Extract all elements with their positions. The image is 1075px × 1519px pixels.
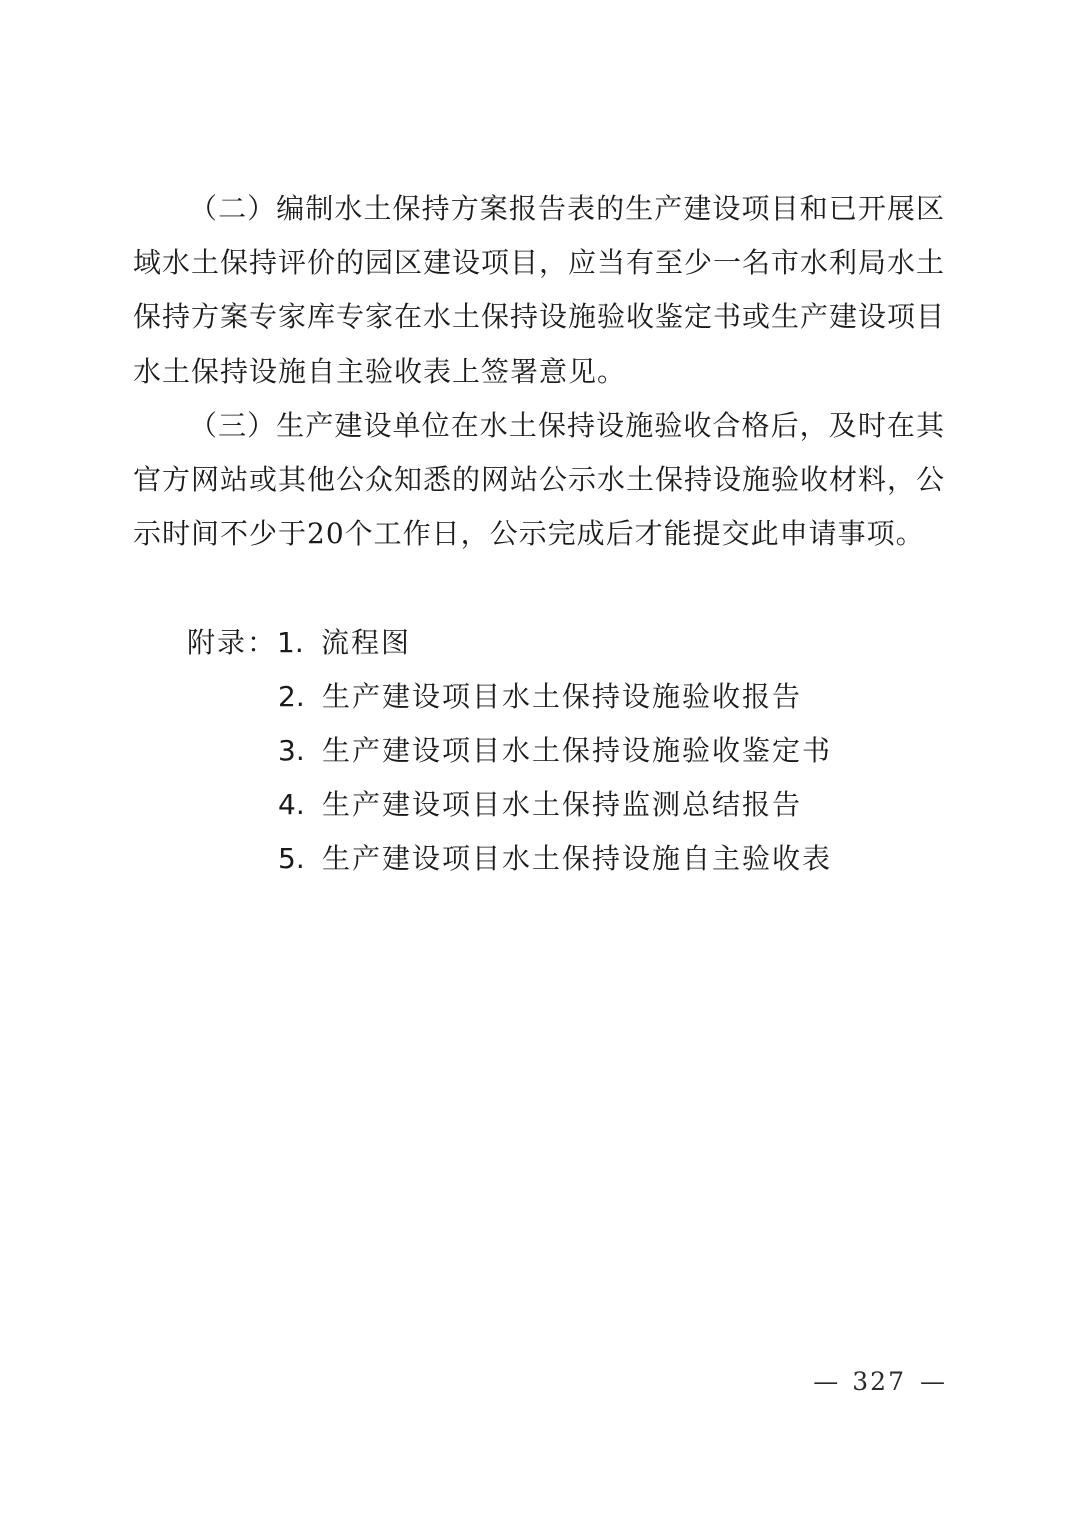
paragraph-clause-three xyxy=(133,399,945,562)
page-number-value: 327 xyxy=(852,1367,906,1396)
text-line: 域水土保持评价的园区建设项目，应当有至少一名市水利局水土 xyxy=(133,246,945,280)
appendix-item xyxy=(133,724,945,778)
appendix-item-title: 生产建设项目水土保持设施验收报告 xyxy=(322,679,803,713)
appendix-list xyxy=(133,616,945,887)
appendix-label: 附录： xyxy=(187,625,278,659)
blank-line xyxy=(133,561,945,615)
paragraph-clause-two xyxy=(133,182,945,399)
appendix-item xyxy=(133,778,945,832)
text-line: 水土保持设施自主验收表上签署意见。 xyxy=(133,354,627,388)
appendix-item xyxy=(133,832,945,886)
page-number-dash-left: — xyxy=(813,1367,839,1396)
page-number xyxy=(813,1367,945,1396)
page-number-dash-right: — xyxy=(920,1367,945,1396)
appendix-item-number: 4. xyxy=(278,788,305,822)
appendix-item-number: 2. xyxy=(278,679,305,713)
appendix-item-number: 1. xyxy=(277,625,304,659)
appendix-item-title: 流程图 xyxy=(321,625,412,659)
appendix-item-number: 5. xyxy=(278,842,305,876)
document-body xyxy=(133,182,945,886)
appendix-item-title: 生产建设项目水土保持设施验收鉴定书 xyxy=(322,733,833,767)
text-line: 官方网站或其他公众知悉的网站公示水土保持设施验收材料，公 xyxy=(133,462,945,496)
text-line: 保持方案专家库专家在水土保持设施验收鉴定书或生产建设项目 xyxy=(133,300,945,334)
text-line: （三）生产建设单位在水土保持设施验收合格后，及时在其 xyxy=(189,408,945,442)
appendix-item-title: 生产建设项目水土保持监测总结报告 xyxy=(322,788,803,822)
appendix-item-title: 生产建设项目水土保持设施自主验收表 xyxy=(322,842,833,876)
appendix-item-number: 3. xyxy=(278,733,305,767)
text-line: 示时间不少于20个工作日，公示完成后才能提交此申请事项。 xyxy=(133,517,925,551)
appendix-item xyxy=(133,616,945,670)
text-line: （二）编制水土保持方案报告表的生产建设项目和已开展区 xyxy=(189,192,945,225)
appendix-item xyxy=(133,670,945,724)
